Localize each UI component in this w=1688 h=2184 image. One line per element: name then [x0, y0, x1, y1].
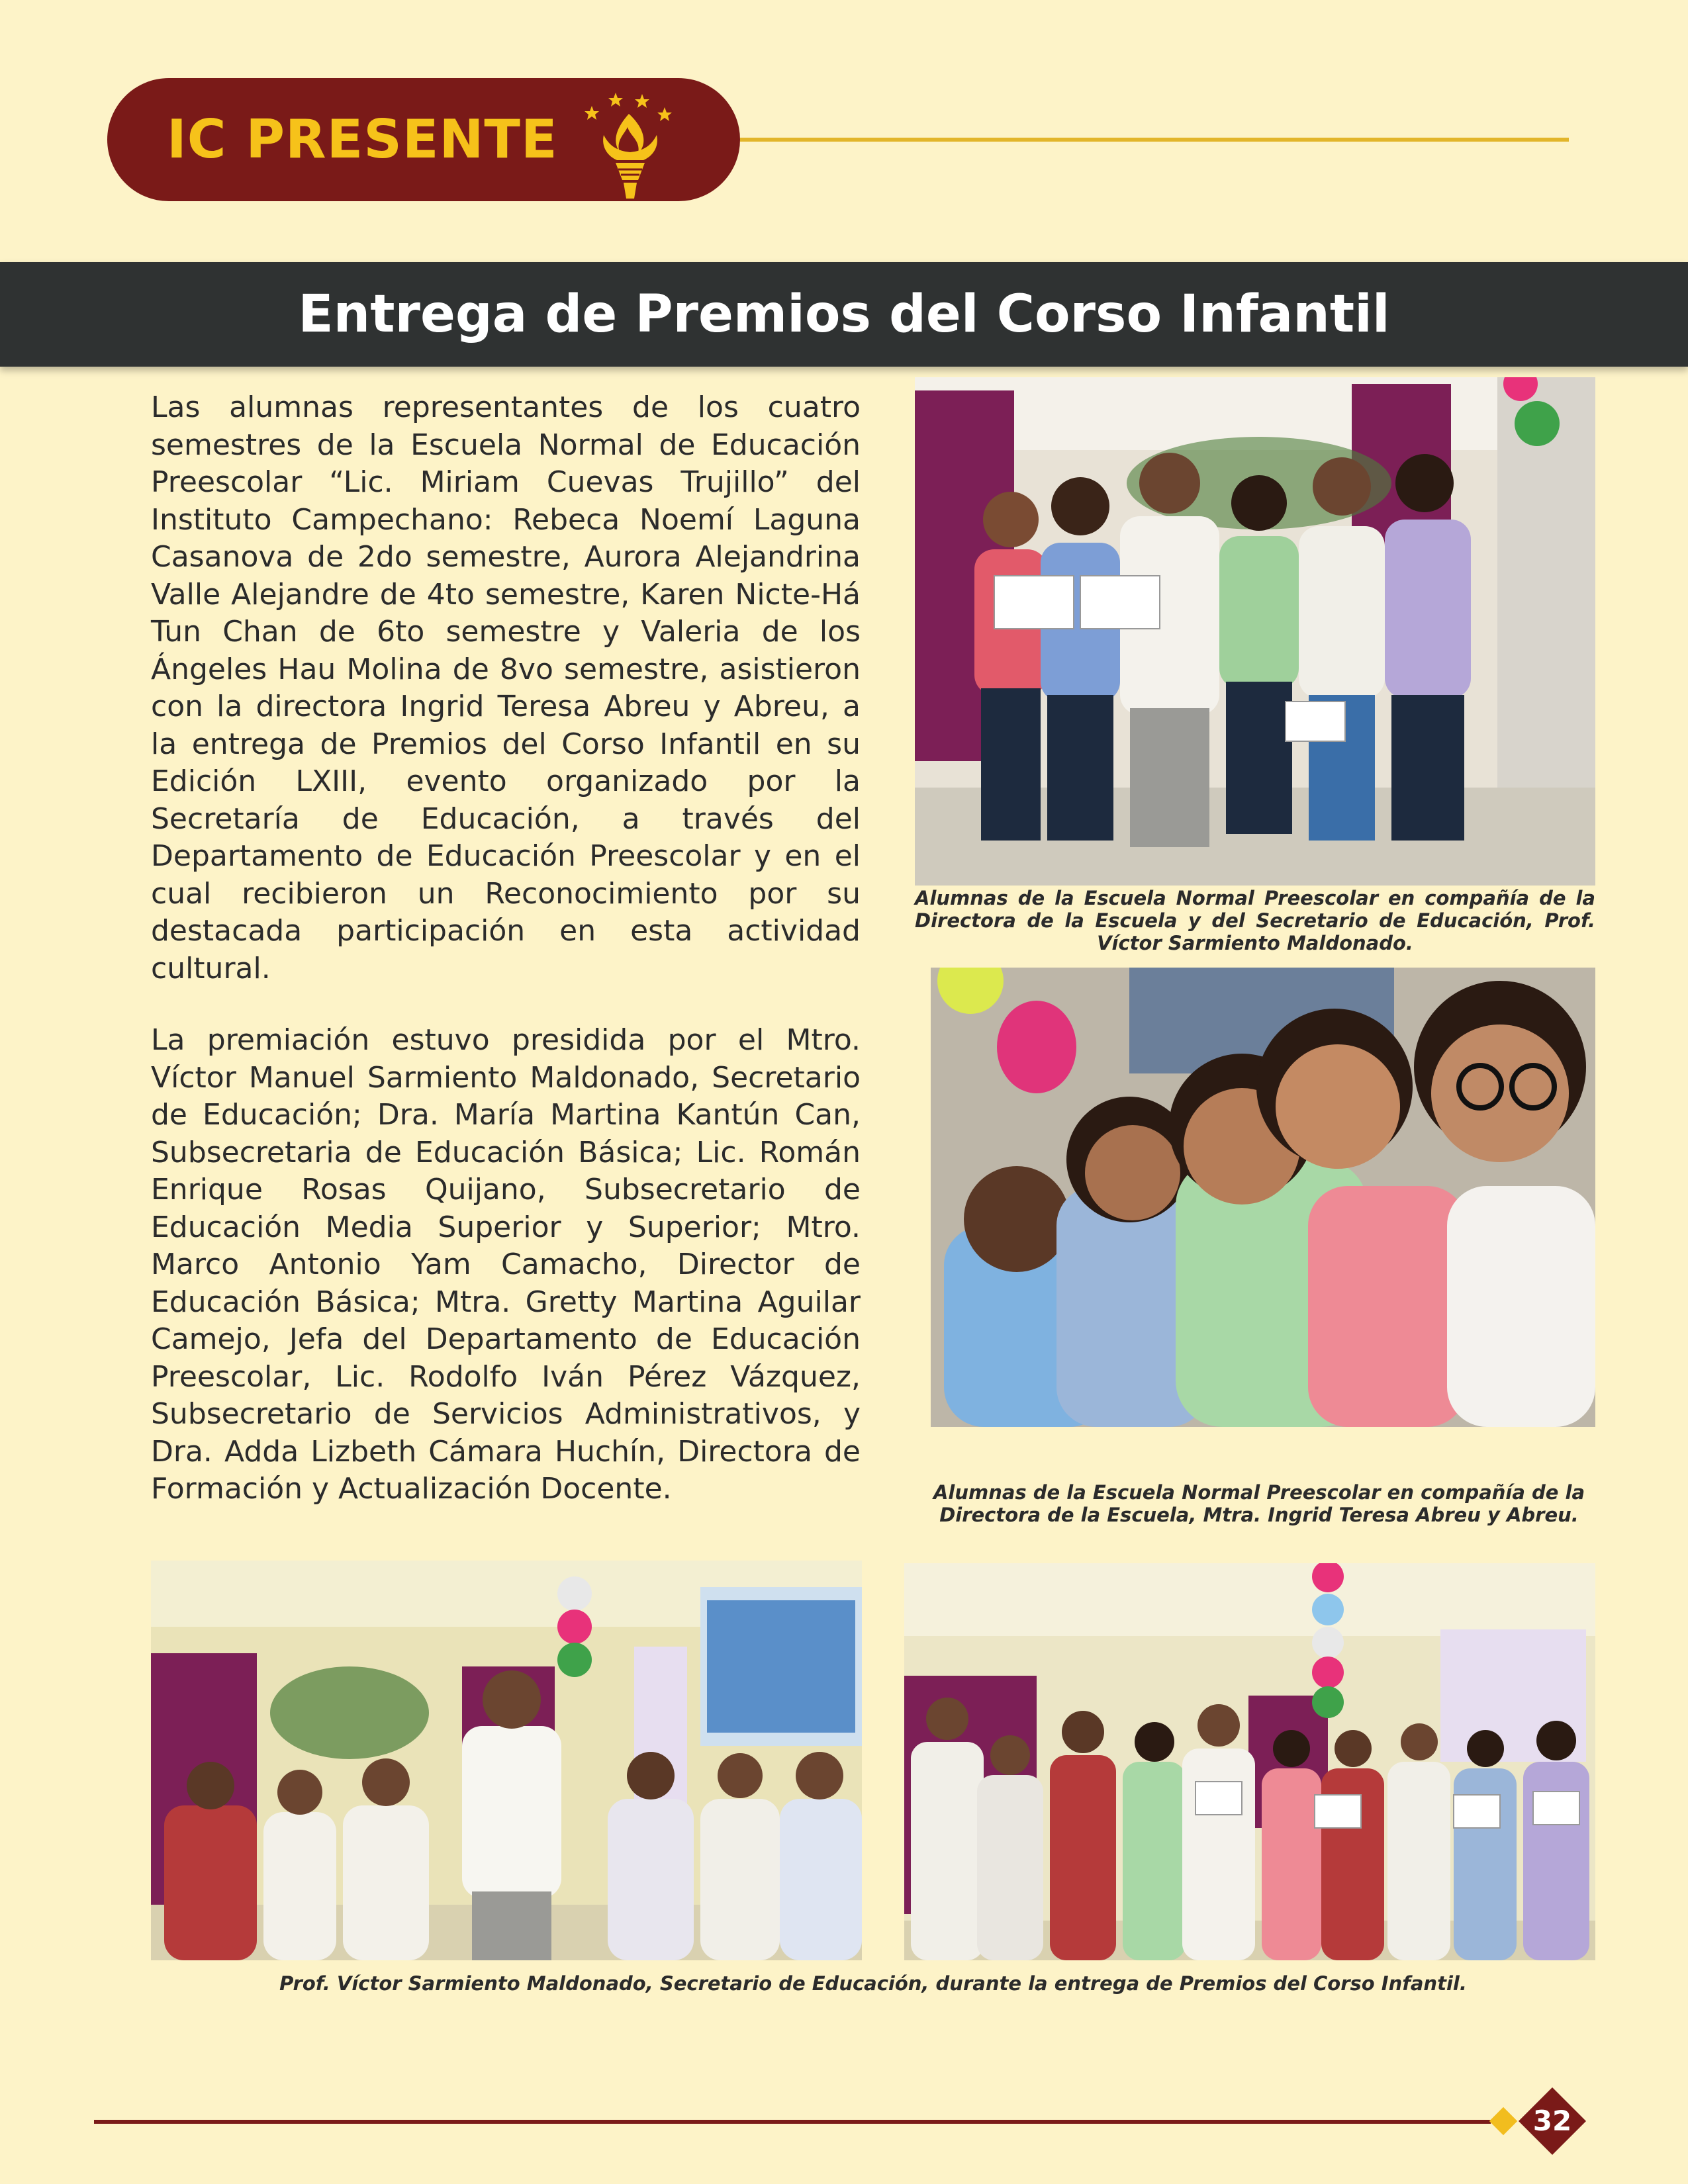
- photo-group-certificates: [915, 377, 1595, 886]
- title-banner: [0, 262, 1688, 367]
- header-rule: [740, 138, 1569, 142]
- body-paragraph-1: Las alumnas representantes de los cuatro semestres de la Escuela Normal de Educación Preescolar “Lic. Miriam Cuevas Trujillo” del Instituto Campechano: Rebeca Noemí Laguna Casanova de 2do semestre, Aurora Alejandrina Valle Alejandre de 4to semestre, Karen Nicte-Há Tun Chan de 6to semestre y Valeria de los Ángeles Hau Molina de 8vo semestre, asistieron con la directora Ingrid Teresa Abreu y Abreu, a la entrega de Premios del Corso Infantil en su Edición LXIII, evento organizado por la Secretaría de Educación, a través del Departamento de Educación Preescolar y en el cual recibieron un Reconocimiento por su destacada participación en esta actividad cultural.: [151, 390, 861, 985]
- photo-award-line: [904, 1563, 1595, 1960]
- section-pill: [107, 78, 740, 201]
- photo-2-caption: Alumnas de la Escuela Normal Preescolar en compañía de la Directora de la Escuela, Mtra. Ingrid Teresa Abreu y Abreu.: [933, 1481, 1585, 1526]
- page-title: Entrega de Premios del Corso Infantil: [298, 285, 1390, 344]
- photos-bottom-caption: Prof. Víctor Sarmiento Maldonado, Secretario de Educación, durante la entrega de Premios del Corso Infantil.: [279, 1972, 1467, 1995]
- footer-diamond: [1489, 2107, 1517, 2135]
- page-number: 32: [1532, 2105, 1572, 2137]
- body-paragraph-2: La premiación estuvo presidida por el Mtro. Víctor Manuel Sarmiento Maldonado, Secretario de Educación; Dra. María Martina Kantún Can, Subsecretaria de Educación Básica; Lic. Román Enrique Rosas Quijano, Subsecretario de Educación Media Superior y Superior; Mtro. Marco Antonio Yam Camacho, Director de Educación Básica; Mtra. Gretty Martina Aguilar Camejo, Jefa del Departamento de Educación Preescolar, Lic. Rodolfo Iván Pérez Vázquez, Subsecretario de Servicios Administrativos, y Dra. Adda Lizbeth Cámara Huchín, Directora de Formación y Actualización Docente.: [151, 1023, 861, 1506]
- footer-rule: [94, 2120, 1491, 2124]
- photo-1-caption: Alumnas de la Escuela Normal Preescolar en compañía de la Directora de la Escuela y del Secretario de Educación, Prof. Víctor Sarmiento Maldonado.: [915, 887, 1595, 954]
- section-label: IC PRESENTE: [167, 109, 558, 170]
- torch-icon: [577, 87, 683, 200]
- photo-selfie: [931, 968, 1595, 1427]
- photo-speaker: [151, 1561, 862, 1960]
